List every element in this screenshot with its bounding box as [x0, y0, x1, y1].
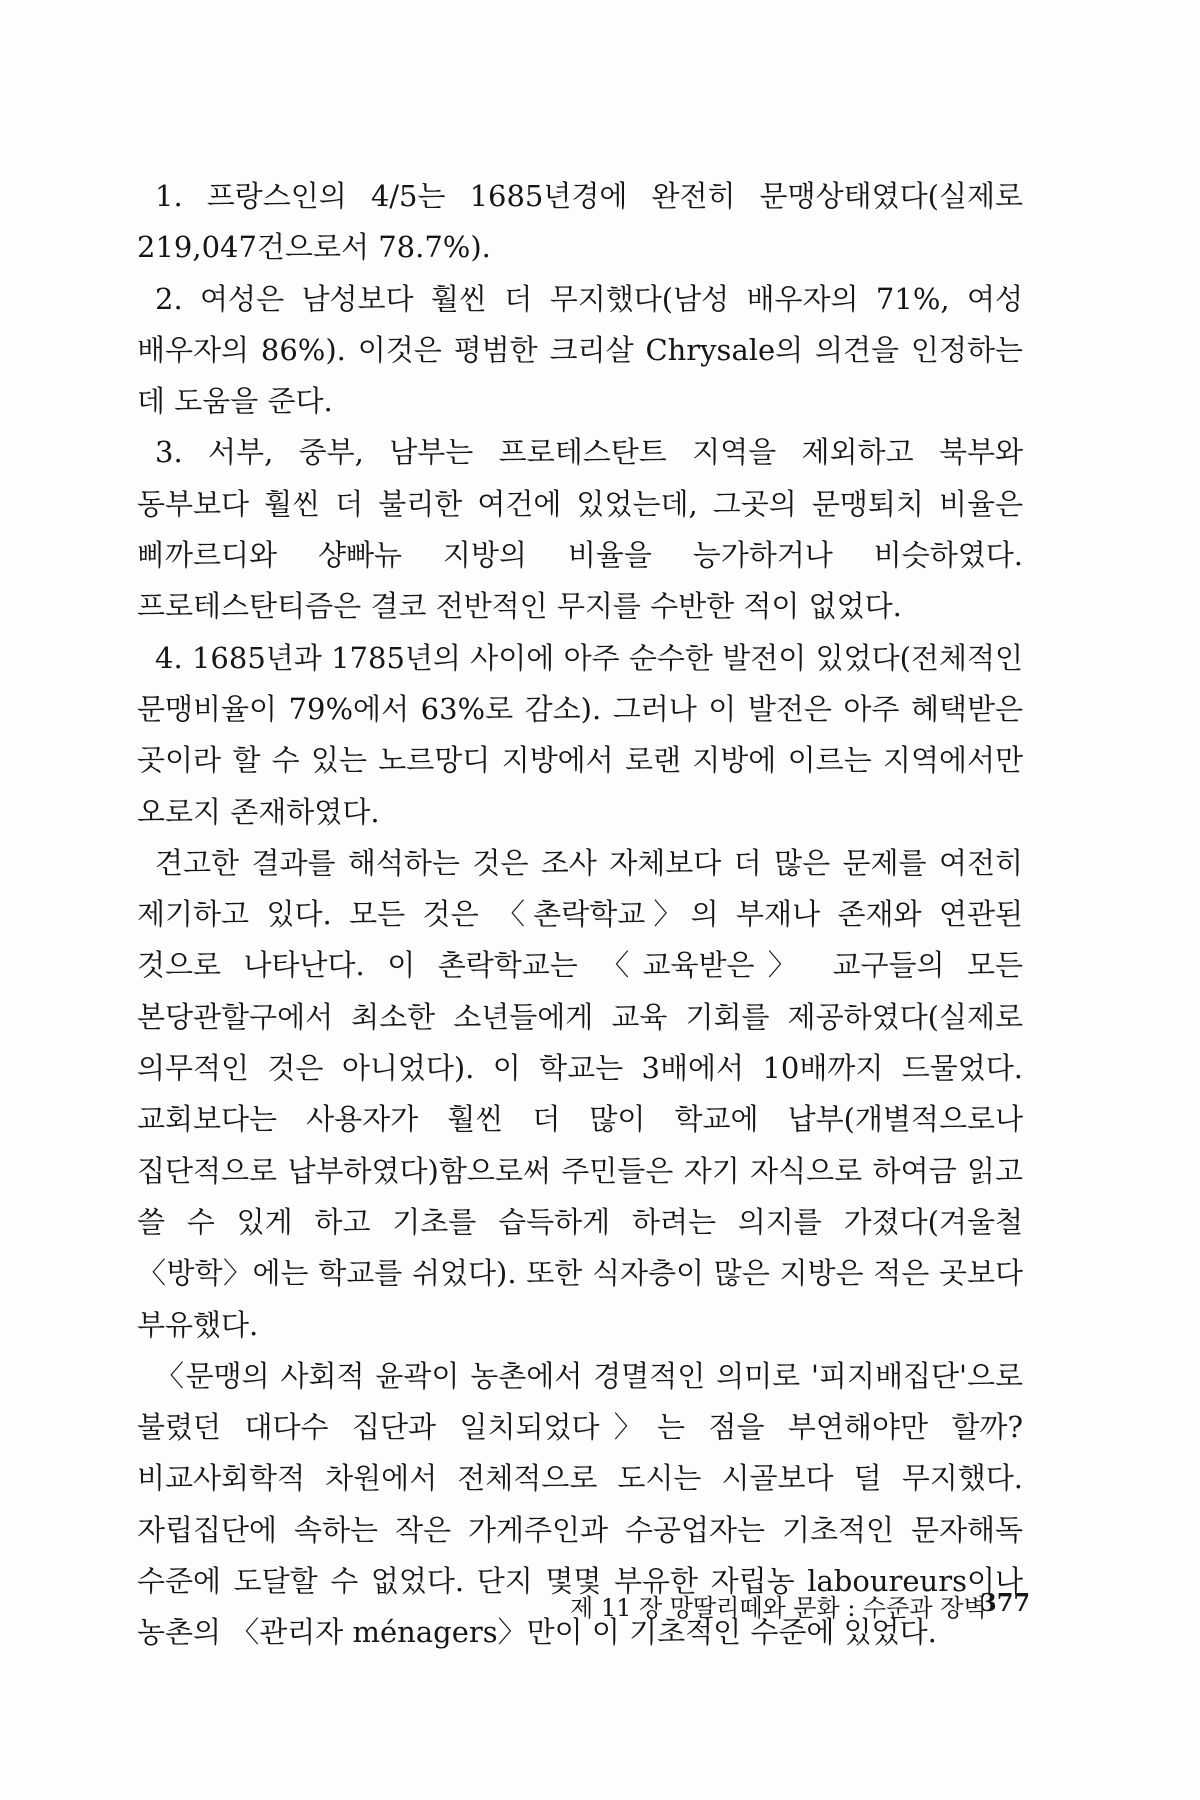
paragraph-item-3: 3. 서부, 중부, 남부는 프로테스탄트 지역을 제외하고 북부와 동부보다 훨씬 더 불리한 여건에 있었는데, 그곳의 문맹퇴치 비율은 삐까르디와 샹빠뉴 지방의 비율을 능가하거나 비슷하였다. 프로테스탄티즘은 결코 전반적인 무지를 수반한 적이 없었다. [137, 435, 1023, 624]
paragraph-interpretation: 견고한 결과를 해석하는 것은 조사 자체보다 더 많은 문제를 여전히 제기하고 있다. 모든 것은 〈촌락학교〉의 부재나 존재와 연관된 것으로 나타난다. 이 촌락학교는 〈교육받은〉 교구들의 모든 본당관할구에서 최소한 소년들에게 교육 기회를 제공하였다(실제로 의무적인 것은 아니었다). 이 학교는 3배에서 10배까지 드물었다. 교회보다는 사용자가 훨씬 더 많이 학교에 납부(개별적으로나 집단적으로 납부하였다)함으로써 주민들은 자기 자식으로 하여금 읽고 쓸 수 있게 하고 기초를 습득하게 하려는 의지를 가졌다(겨울철 〈방학〉에는 학교를 쉬었다). 또한 식자층이 많은 지방은 적은 곳보다 부유했다. [137, 845, 1023, 1342]
paragraph-item-1: 1. 프랑스인의 4/5는 1685년경에 완전히 문맹상태였다(실제로 219,047건으로서 78.7%). [137, 179, 1023, 265]
paragraph-item-4: 4. 1685년과 1785년의 사이에 아주 순수한 발전이 있었다(전체적인 문맹비율이 79%에서 63%로 감소). 그러나 이 발전은 아주 혜택받은 곳이라 할 수 있는 노르망디 지방에서 로랜 지방에 이르는 지역에서만 오로지 존재하였다. [137, 640, 1023, 829]
paragraph-social-contour: 〈문맹의 사회적 윤곽이 농촌에서 경멸적인 의미로 '피지배집단'으로 불렸던 대다수 집단과 일치되었다〉는 점을 부연해야만 할까? 비교사회학적 차원에서 전체적으로 도시는 시골보다 덜 무지했다. 자립집단에 속하는 작은 가게주인과 수공업자는 기초적인 문자해독 수준에 도달할 수 없었다. 단지 몇몇 부유한 자립농 laboureurs이나 농촌의 〈관리자 ménagers〉만이 이 기초적인 수준에 있었다. [137, 1358, 1023, 1650]
page-number: 377 [980, 1588, 1031, 1617]
body-text [137, 171, 1023, 1659]
chapter-running-head: 제 11 장 망딸리떼와 문화 : 수준과 장벽 [570, 1594, 987, 1622]
paragraph-item-2: 2. 여성은 남성보다 훨씬 더 무지했다(남성 배우자의 71%, 여성 배우자의 86%). 이것은 평범한 크리살 Chrysale의 의견을 인정하는 데 도움을 준다. [137, 281, 1023, 419]
